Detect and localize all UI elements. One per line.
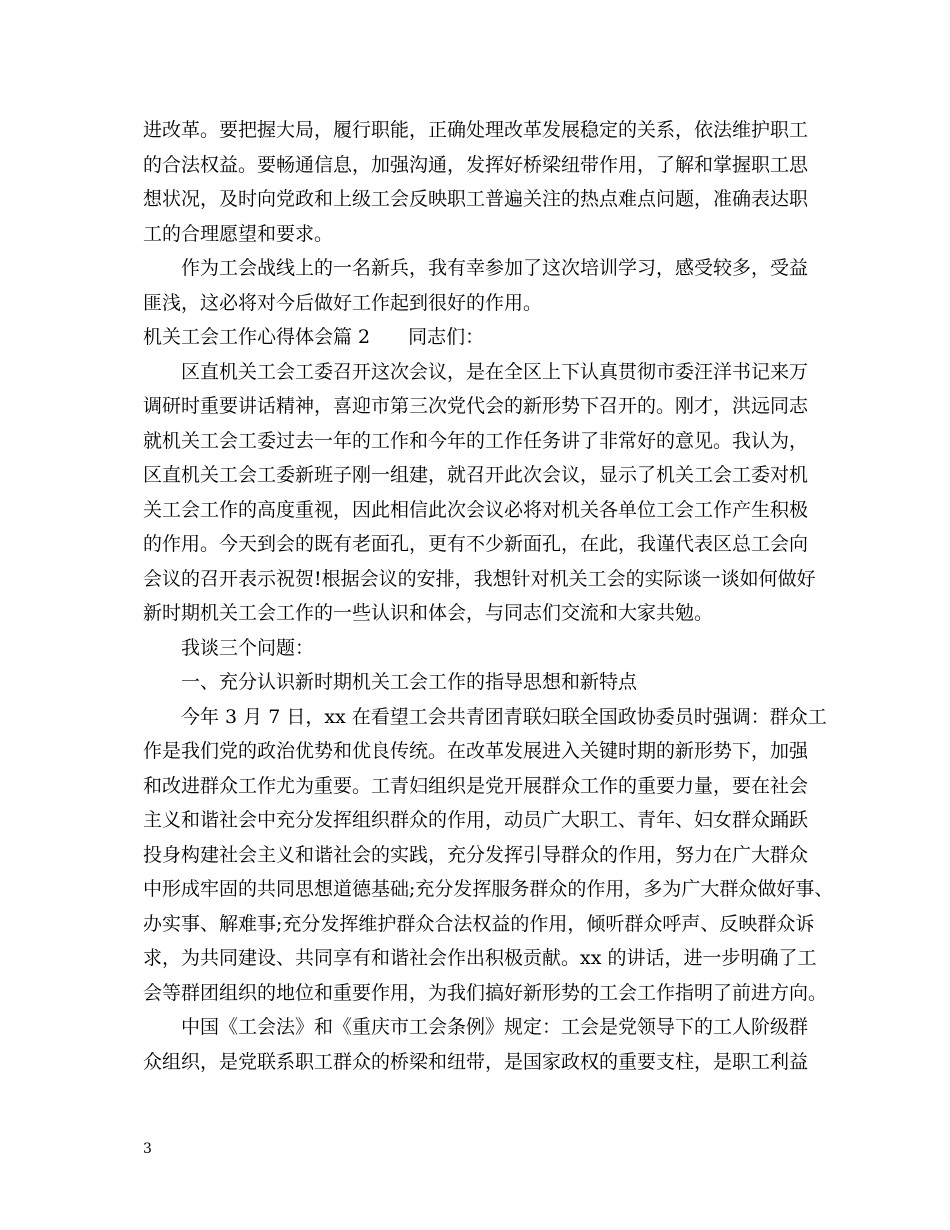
- text-line: 一、充分认识新时期机关工会工作的指导思想和新特点: [181, 671, 638, 693]
- text-line: 众组织，是党联系职工群众的桥梁和纽带，是国家政权的重要支柱，是职工利益: [143, 1050, 809, 1073]
- text-line: 进改革。要把握大局，履行职能，正确处理改革发展稳定的关系，依法维护职工: [143, 119, 809, 141]
- text-line: 作是我们党的政治优势和优良传统。在改革发展进入关键时期的新形势下，加强: [143, 740, 809, 762]
- text-line: 投身构建社会主义和谐社会的实践，充分发挥引导群众的作用，努力在广大群众: [143, 843, 809, 866]
- text-line: 工的合理愿望和要求。: [143, 222, 334, 245]
- text-line: 新时期机关工会工作的一些认识和体会，与同志们交流和大家共勉。: [143, 602, 714, 624]
- text-line: 主义和谐社会中充分发挥组织群众的作用，动员广大职工、青年、妇女群众踊跃: [143, 809, 809, 831]
- section-heading: [143, 320, 815, 355]
- section-title: 机关工会工作心得体会篇 2: [143, 326, 371, 348]
- text-line: 会议的召开表示祝贺!根据会议的安排，我想针对机关工会的实际谈一谈如何做好: [143, 567, 816, 590]
- text-line: 调研时重要讲话精神，喜迎市第三次党代会的新形势下召开的。刚才，洪远同志: [143, 395, 809, 417]
- text-line: 和改进群众工作尤为重要。工青妇组织是党开展群众工作的重要力量，要在社会: [143, 774, 809, 797]
- text-line: 中国《工会法》和《重庆市工会条例》规定：工会是党领导下的工人阶级群: [181, 1016, 809, 1038]
- text-line: 今年 3 月 7 日，xx 在看望工会共青团青联妇联全国政协委员时强调：群众工: [181, 705, 827, 728]
- text-line: 办实事、解难事;充分发挥维护群众合法权益的作用，倾听群众呼声、反映群众诉: [143, 912, 815, 935]
- text-line: 作为工会战线上的一名新兵，我有幸参加了这次培训学习，感受较多，受益: [181, 257, 809, 279]
- salutation: 同志们：: [408, 326, 485, 348]
- text-line: 关工会工作的高度重视，因此相信此次会议必将对机关各单位工会工作产生积极: [143, 498, 809, 521]
- page-number: 3: [143, 1141, 152, 1157]
- text-line: 想状况，及时向党政和上级工会反映职工普遍关注的热点难点问题，准确表达职: [143, 188, 809, 210]
- text-line: 中形成牢固的共同思想道德基础;充分发挥服务群众的作用，多为广大群众做好事、: [143, 878, 834, 900]
- text-line: 就机关工会工委过去一年的工作和今年的工作任务讲了非常好的意见。我认为，: [143, 429, 809, 452]
- text-line: 会等群团组织的地位和重要作用，为我们搞好新形势的工会工作指明了前进方向。: [143, 981, 828, 1004]
- document-body: [143, 113, 834, 1079]
- text-line: 求，为共同建设、共同享有和谐社会作出积极贡献。xx 的讲话，进一步明确了工: [143, 947, 817, 969]
- text-line: 的合法权益。要畅通信息，加强沟通，发挥好桥梁纽带作用，了解和掌握职工思: [143, 153, 809, 176]
- text-line: 区直机关工会工委召开这次会议，是在全区上下认真贯彻市委汪洋书记来万: [181, 360, 809, 383]
- text-line: 匪浅，这必将对今后做好工作起到很好的作用。: [143, 291, 543, 314]
- text-line: 区直机关工会工委新班子刚一组建，就召开此次会议，显示了机关工会工委对机: [143, 464, 809, 486]
- text-line: 我谈三个问题：: [181, 636, 315, 659]
- text-line: 的作用。今天到会的既有老面孔，更有不少新面孔，在此，我谨代表区总工会向: [143, 533, 809, 555]
